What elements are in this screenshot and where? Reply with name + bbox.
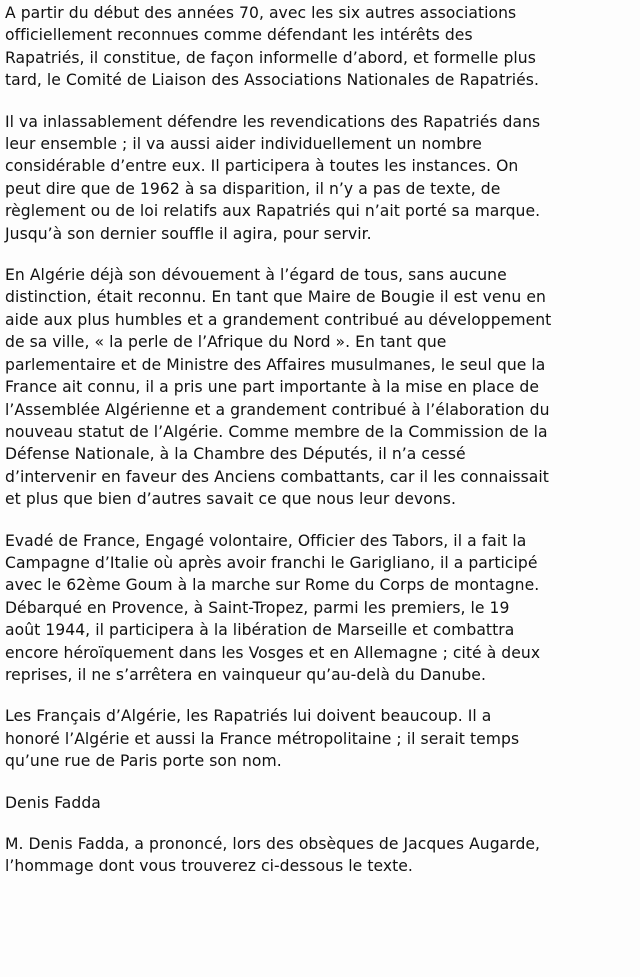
text-line: règlement ou de loi relatifs aux Rapatriés qui n’ait porté sa marque. (5, 202, 541, 221)
text-line: Jusqu’à son dernier souffle il agira, pour servir. (5, 224, 372, 243)
text-line: avec le 62ème Goum à la marche sur Rome du Corps de montagne. (5, 576, 540, 595)
paragraph-2 (5, 111, 637, 245)
text-line: Il va inlassablement défendre les revendications des Rapatriés dans (5, 112, 541, 131)
text-line: M. Denis Fadda, a prononcé, lors des obsèques de Jacques Augarde, (5, 835, 541, 853)
text-line: leur ensemble ; il va aussi aider individuellement un nombre (5, 135, 482, 154)
text-line: En Algérie déjà son dévouement à l’égard de tous, sans aucune (5, 266, 507, 285)
text-line: encore héroïquement dans les Vosges et en Allemagne ; cité à deux (5, 643, 541, 662)
signature-name: Denis Fadda (5, 793, 101, 812)
text-line: Campagne d’Italie où après avoir franchi le Garigliano, il a participé (5, 553, 538, 572)
paragraph-5 (5, 705, 637, 772)
paragraph-3 (5, 264, 637, 510)
text-line: qu’une rue de Paris porte son nom. (5, 752, 282, 771)
text-line: d’intervenir en faveur des Anciens combattants, car il les connaissait (5, 467, 549, 486)
text-line: distinction, était reconnu. En tant que Maire de Bougie il est venu en (5, 288, 546, 307)
text-line: reprises, il ne s’arrêtera en vainqueur qu’au-delà du Danube. (5, 665, 486, 684)
text-line: tard, le Comité de Liaison des Associations Nationales de Rapatriés. (5, 71, 539, 90)
text-line: nouveau statut de l’Algérie. Comme membre de la Commission de la (5, 422, 548, 441)
text-line: parlementaire et de Ministre des Affaires musulmanes, le seul que la (5, 355, 546, 374)
text-line: honoré l’Algérie et aussi la France métropolitaine ; il serait temps (5, 729, 520, 748)
text-line: A partir du début des années 70, avec les six autres associations (5, 4, 517, 22)
text-line: France ait connu, il a pris une part importante à la mise en place de (5, 378, 539, 397)
text-line: considérable d’entre eux. Il participera à toutes les instances. On (5, 157, 519, 176)
text-line: Débarqué en Provence, à Saint-Tropez, parmi les premiers, le 19 (5, 598, 510, 617)
text-line: l’Assemblée Algérienne et a grandement contribué à l’élaboration du (5, 400, 550, 419)
text-line: peut dire que de 1962 à sa disparition, il n’y a pas de texte, de (5, 179, 501, 198)
signature (5, 792, 637, 814)
footer-note (5, 833, 637, 878)
text-line: Défense Nationale, à la Chambre des Députés, il n’a cessé (5, 445, 466, 464)
text-line: Les Français d’Algérie, les Rapatriés lui doivent beaucoup. Il a (5, 707, 492, 726)
text-line: l’hommage dont vous trouverez ci-dessous le texte. (5, 857, 413, 876)
paragraph-1 (5, 2, 637, 92)
text-line: Rapatriés, il constitue, de façon informelle d’abord, et formelle plus (5, 48, 536, 67)
text-line: officiellement reconnues comme défendant les intérêts des (5, 26, 473, 45)
text-line: aide aux plus humbles et a grandement contribué au développement (5, 310, 552, 329)
text-line: Evadé de France, Engagé volontaire, Officier des Tabors, il a fait la (5, 531, 527, 550)
paragraph-4 (5, 530, 637, 687)
text-line: et plus que bien d’autres savait ce que nous leur devons. (5, 490, 456, 509)
text-line: août 1944, il participera à la libération de Marseille et combattra (5, 621, 515, 640)
text-line: de sa ville, « la perle de l’Afrique du Nord ». En tant que (5, 333, 447, 352)
